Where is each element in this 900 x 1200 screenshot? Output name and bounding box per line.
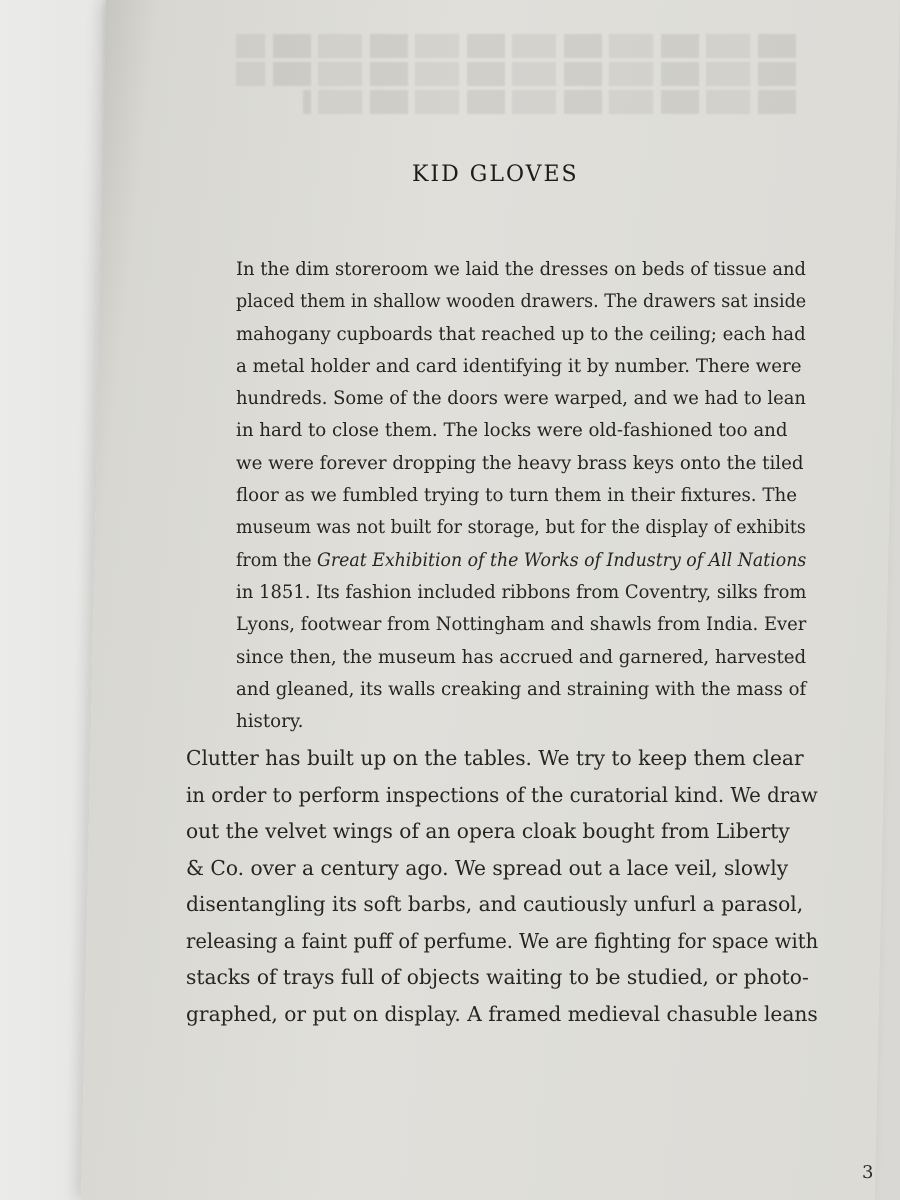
paragraph-1 [236, 254, 806, 738]
text-line-with-italic [236, 545, 807, 577]
page-number: 3 [862, 1162, 874, 1183]
text-line: a metal holder and card identifying it by number. There were [236, 355, 802, 377]
text-line: Clutter has built up on the tables. We try to keep them clear [186, 746, 804, 770]
text-line: history. [236, 711, 304, 733]
italic-exhibition-title: Great Exhibition of the Works of Industry of All Nations [317, 549, 807, 571]
text-line: graphed, or put on display. A framed medieval chasuble leans [186, 1001, 818, 1026]
text-line: stacks of trays full of objects waiting to be studied, or photo- [186, 965, 809, 989]
show-through-text [236, 34, 796, 118]
text-line: and gleaned, its walls creaking and straining with the mass of [236, 678, 807, 700]
text-line: in 1851. Its fashion included ribbons from Coventry, silks from [236, 581, 807, 603]
text-line: in order to perform inspections of the curatorial kind. We draw [186, 782, 818, 807]
text-line: museum was not built for storage, but for the display of exhibits [236, 517, 806, 539]
text-line: in hard to close them. The locks were old-fashioned too and [236, 420, 788, 442]
text-line: hundreds. Some of the doors were warped, and we had to lean [236, 388, 806, 410]
text-run: from the [236, 549, 318, 571]
text-line: we were forever dropping the heavy brass keys onto the tiled [236, 452, 804, 474]
text-line: since then, the museum has accrued and garnered, harvested [236, 646, 807, 668]
text-line: releasing a faint puff of perfume. We are fighting for space with [186, 928, 819, 953]
text-line: disentangling its soft barbs, and cautiously unfurl a parasol, [186, 892, 804, 916]
paragraph-2 [186, 740, 818, 1032]
text-line: mahogany cupboards that reached up to the ceiling; each had [236, 323, 806, 345]
text-line: In the dim storeroom we laid the dresses on beds of tissue and [236, 259, 806, 280]
text-line: Lyons, footwear from Nottingham and shawls from India. Ever [236, 614, 807, 636]
text-line: out the velvet wings of an opera cloak bought from Liberty [186, 819, 790, 843]
text-line: floor as we fumbled trying to turn them in their fixtures. The [236, 485, 797, 507]
chapter-title: KID GLOVES [412, 162, 579, 187]
text-line: & Co. over a century ago. We spread out a lace veil, slowly [186, 855, 789, 880]
text-line: placed them in shallow wooden drawers. The drawers sat inside [236, 291, 807, 313]
